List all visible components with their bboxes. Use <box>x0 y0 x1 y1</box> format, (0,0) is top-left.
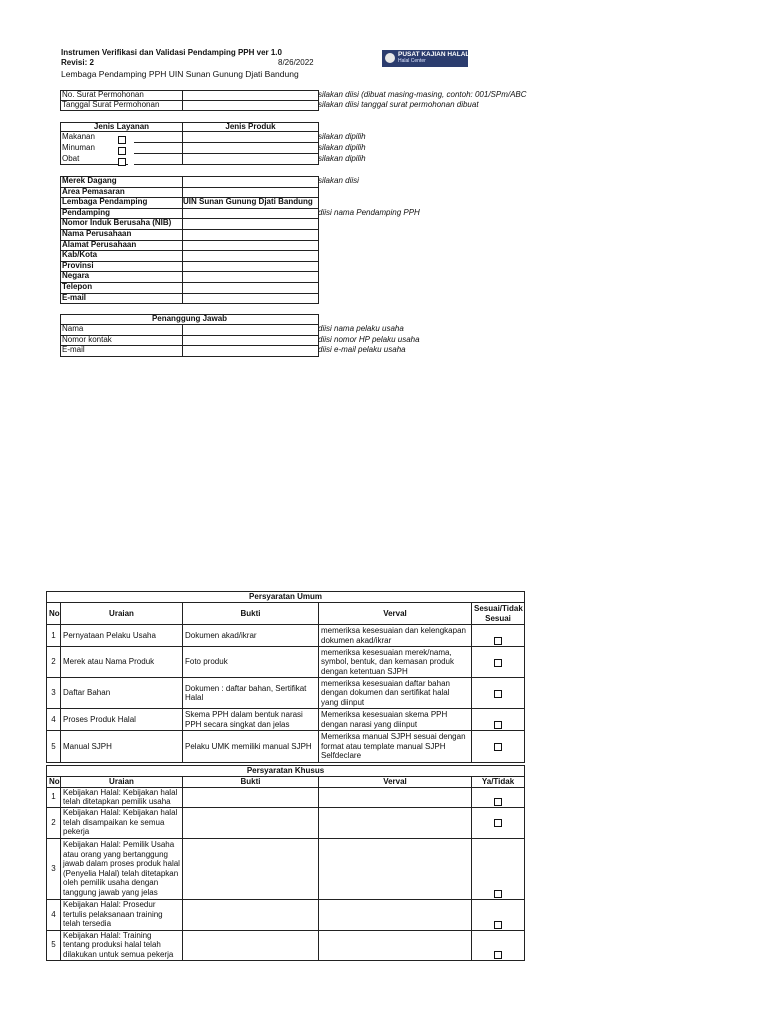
row-uraian: Kebijakan Halal: Pemilik Usaha atau orang yang bertanggung jawab dalam proses produk halal (Penyelia Halal) telah ditetapkan oleh pemilik usaha dengan tanggung jawab yang jelas <box>61 838 183 899</box>
row-verval: Memeriksa kesesuaian skema PPH dengan narasi yang diinput <box>319 709 472 731</box>
business-field-value: UIN Sunan Gunung Djati Bandung <box>183 197 313 207</box>
business-field-label: Negara <box>62 271 90 281</box>
business-field-label: Nama Perusahaan <box>62 229 132 238</box>
request-date-note: silakan diisi tanggal surat permohonan dibuat <box>318 100 479 109</box>
responsible-field-note: diisi nama pelaku usaha <box>318 324 404 333</box>
row-uraian: Kebijakan Halal: Training tentang produksi halal telah dilakukan untuk semua pekerja <box>61 930 183 960</box>
row-no: 1 <box>47 625 61 647</box>
responsible-field-label: E-mail <box>62 345 85 354</box>
row-verval-input[interactable] <box>319 787 472 807</box>
col-uraian: Uraian <box>61 777 183 788</box>
document-title: Instrumen Verifikasi dan Validasi Pendamping PPH ver 1.0 <box>61 48 282 57</box>
col-no: No <box>47 777 61 788</box>
obat-checkbox[interactable] <box>118 158 126 166</box>
row-bukti: Pelaku UMK memiliki manual SJPH <box>183 731 319 763</box>
table-row <box>47 731 525 763</box>
row-verval-input[interactable] <box>319 899 472 930</box>
row-uraian: Pernyataan Pelaku Usaha <box>61 625 183 647</box>
table-row <box>47 625 525 647</box>
row-verval: memeriksa kesesuaian merek/nama, symbol, bentuk, dan kemasan produk dengan ketentuan SJPH <box>319 647 472 678</box>
row-bukti-input[interactable] <box>183 899 319 930</box>
document-date: 8/26/2022 <box>278 58 314 67</box>
general-requirements-title: Persyaratan Umum <box>47 592 525 603</box>
service-obat-label: Obat <box>62 154 80 163</box>
table-row <box>47 647 525 678</box>
row-no: 5 <box>47 731 61 763</box>
row-uraian: Proses Produk Halal <box>61 709 183 731</box>
row-checkbox[interactable] <box>494 690 502 698</box>
minuman-checkbox[interactable] <box>118 147 126 155</box>
halal-center-logo <box>382 50 468 67</box>
col-bukti: Bukti <box>183 777 319 788</box>
service-left-border <box>60 132 61 165</box>
business-field-label: Pendamping <box>62 207 111 217</box>
row-checkbox[interactable] <box>494 743 502 751</box>
product-type-header: Jenis Produk <box>225 122 276 131</box>
row-no: 5 <box>47 930 61 960</box>
row-no: 3 <box>47 678 61 709</box>
service-line-1 <box>134 142 183 143</box>
responsible-title: Penanggung Jawab <box>151 314 228 323</box>
col-verval: Verval <box>319 777 472 788</box>
request-date-input[interactable] <box>182 100 319 111</box>
responsible-field-label: Nama <box>62 324 84 333</box>
request-date-label: Tanggal Surat Permohonan <box>62 100 160 109</box>
service-minuman-note: silakan dipilih <box>318 143 366 152</box>
row-uraian: Kebijakan Halal: Kebijakan halal telah disampaikan ke semua pekerja <box>61 807 183 838</box>
responsible-field-value-input[interactable] <box>182 345 319 357</box>
responsible-field-note: diisi nomor HP pelaku usaha <box>318 334 420 344</box>
row-no: 2 <box>47 647 61 678</box>
col-no: No <box>47 603 61 625</box>
service-type-header: Jenis Layanan <box>93 122 150 131</box>
row-bukti-input[interactable] <box>183 930 319 960</box>
col-verval: Verval <box>319 603 472 625</box>
special-requirements-table <box>46 765 525 961</box>
row-no: 3 <box>47 838 61 899</box>
service-obat-note: silakan dipilih <box>318 154 366 163</box>
business-field-note: diisi nama Pendamping PPH <box>318 207 420 217</box>
row-checkbox[interactable] <box>494 921 502 929</box>
business-field-label: Alamat Perusahaan <box>62 239 137 249</box>
row-verval: memeriksa kesesuaian daftar bahan dengan dokumen dan sertifikat halal yang diinput <box>319 678 472 709</box>
row-bukti: Dokumen : daftar bahan, Sertifikat Halal <box>183 678 319 709</box>
table-row <box>47 838 525 899</box>
row-bukti: Dokumen akad/ikrar <box>183 625 319 647</box>
row-uraian: Kebijakan Halal: Prosedur tertulis pelaksanaan training telah tersedia <box>61 899 183 930</box>
row-uraian: Kebijakan Halal: Kebijakan halal telah ditetapkan pemilik usaha <box>61 787 183 807</box>
business-field-value-input[interactable] <box>182 293 319 305</box>
halal-center-emblem-icon <box>385 53 395 63</box>
general-requirements-table <box>46 591 525 763</box>
col-uraian: Uraian <box>61 603 183 625</box>
row-uraian: Merek atau Nama Produk <box>61 647 183 678</box>
service-line-2 <box>134 153 183 154</box>
row-bukti-input[interactable] <box>183 838 319 899</box>
col-status: Ya/Tidak <box>472 777 525 788</box>
row-checkbox[interactable] <box>494 951 502 959</box>
responsible-field-note: diisi e-mail pelaku usaha <box>318 345 406 354</box>
business-field-label: Nomor Induk Berusaha (NIB) <box>62 218 172 228</box>
request-number-label: No. Surat Permohonan <box>62 90 144 99</box>
service-line-3 <box>134 164 183 165</box>
row-verval-input[interactable] <box>319 807 472 838</box>
row-no: 4 <box>47 709 61 731</box>
business-field-label: Merek Dagang <box>62 176 117 185</box>
row-checkbox[interactable] <box>494 637 502 645</box>
business-field-label: Telepon <box>62 282 93 291</box>
row-no: 2 <box>47 807 61 838</box>
table-row <box>47 678 525 709</box>
row-uraian: Manual SJPH <box>61 731 183 763</box>
logo-title: PUSAT KAJIAN HALAL <box>398 51 470 58</box>
logo-subtitle: Halal Center <box>398 58 426 64</box>
col-bukti: Bukti <box>183 603 319 625</box>
revision-label: Revisi: 2 <box>61 58 94 67</box>
row-verval: memeriksa kesesuaian dan kelengkapan dokumen akad/ikrar <box>319 625 472 647</box>
row-checkbox[interactable] <box>494 819 502 827</box>
table-row <box>47 787 525 807</box>
row-checkbox[interactable] <box>494 659 502 667</box>
table-row <box>47 807 525 838</box>
business-field-label: Kab/Kota <box>62 250 98 260</box>
row-uraian: Daftar Bahan <box>61 678 183 709</box>
row-bukti-input[interactable] <box>183 787 319 807</box>
service-makanan-label: Makanan <box>62 132 95 141</box>
row-bukti: Skema PPH dalam bentuk narasi PPH secara singkat dan jelas <box>183 709 319 731</box>
institution-name: Lembaga Pendamping PPH UIN Sunan Gunung Djati Bandung <box>61 69 299 79</box>
responsible-field-label: Nomor kontak <box>62 334 112 344</box>
table-row <box>47 709 525 731</box>
business-field-label: Lembaga Pendamping <box>62 197 148 207</box>
request-number-note: silakan diisi (dibuat masing-masing, contoh: 001/SPm/ABC <box>318 90 527 99</box>
service-makanan-note: silakan dipilih <box>318 132 366 141</box>
row-no: 4 <box>47 899 61 930</box>
service-minuman-label: Minuman <box>62 143 95 152</box>
row-no: 1 <box>47 787 61 807</box>
row-checkbox[interactable] <box>494 798 502 806</box>
row-checkbox[interactable] <box>494 890 502 898</box>
business-field-label: Provinsi <box>62 260 94 270</box>
row-verval-input[interactable] <box>319 930 472 960</box>
row-bukti: Foto produk <box>183 647 319 678</box>
row-verval-input[interactable] <box>319 838 472 899</box>
col-status: Sesuai/Tidak Sesuai <box>472 603 525 625</box>
makanan-checkbox[interactable] <box>118 136 126 144</box>
table-row <box>47 899 525 930</box>
business-field-label: E-mail <box>62 292 87 302</box>
business-field-note: silakan diisi <box>318 176 359 185</box>
row-verval: Memeriksa manual SJPH sesuai dengan format atau template manual SJPH Selfdeclare <box>319 731 472 763</box>
business-field-label: Area Pemasaran <box>62 186 125 196</box>
product-obat-input[interactable] <box>182 153 319 165</box>
row-bukti-input[interactable] <box>183 807 319 838</box>
table-row <box>47 930 525 960</box>
row-checkbox[interactable] <box>494 721 502 729</box>
special-requirements-title: Persyaratan Khusus <box>47 766 525 777</box>
